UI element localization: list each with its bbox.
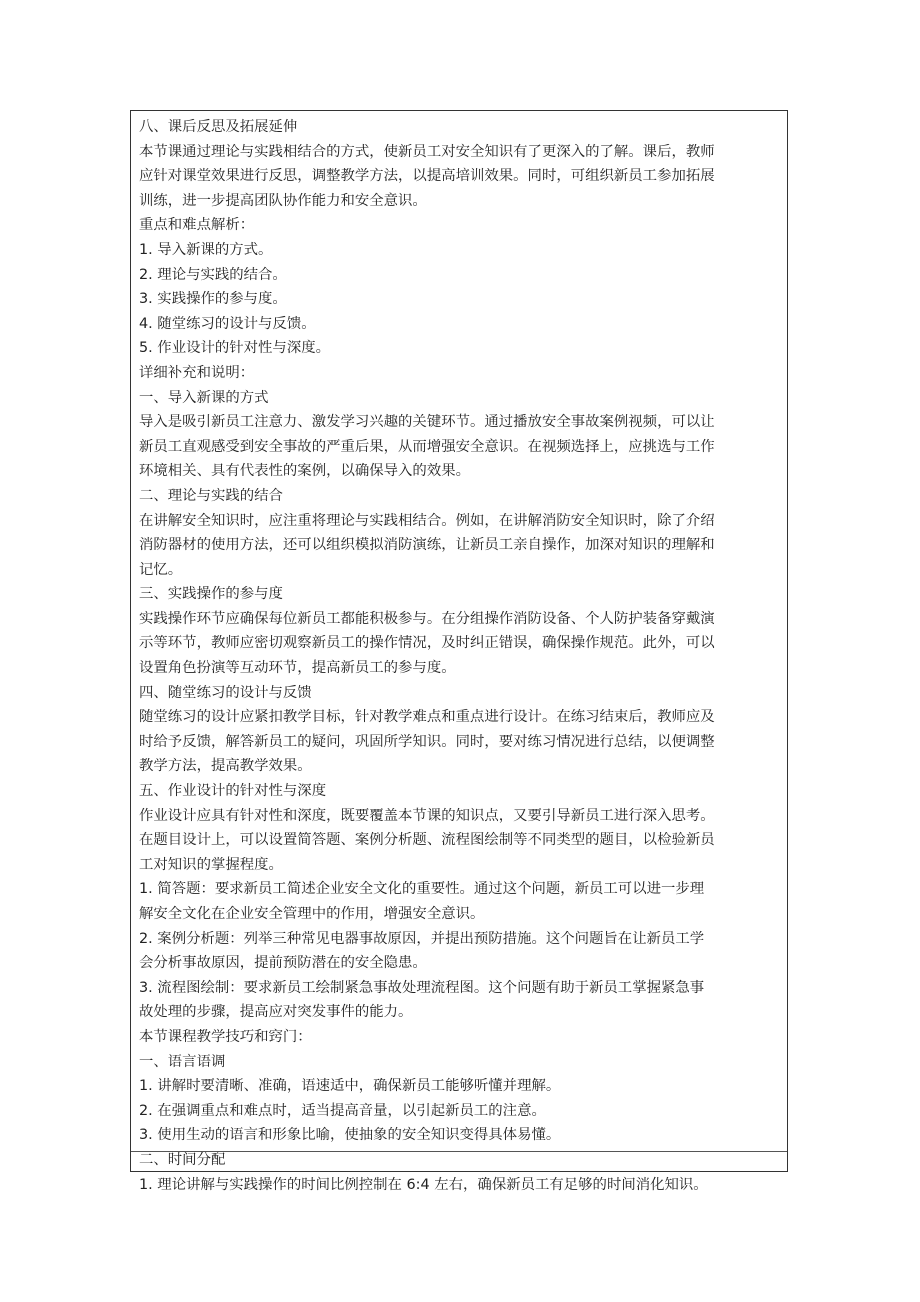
text-line: 一、语言语调 [139, 1053, 226, 1070]
text-line: 导入是吸引新员工注意力、激发学习兴趣的关键环节。通过播放安全事故案例视频，可以让 [139, 414, 715, 431]
text-line: 时给予反馈，解答新员工的疑问，巩固所学知识。同时，要对练习情况进行总结，以便调整 [139, 733, 715, 750]
text-line: 五、作业设计的针对性与深度 [139, 783, 327, 800]
text-line: 1. 导入新课的方式。 [139, 241, 273, 258]
text-line: 教学方法，提高教学效果。 [139, 758, 312, 775]
document-table-cell [130, 110, 788, 1193]
text-line: 重点和难点解析： [139, 217, 255, 234]
text-line: 四、随堂练习的设计与反馈 [139, 684, 312, 701]
text-line: 1. 简答题：要求新员工简述企业安全文化的重要性。通过这个问题，新员工可以进一步理 [139, 881, 705, 898]
text-line: 随堂练习的设计应紧扣教学目标，针对教学难点和重点进行设计。在练习结束后，教师应及 [139, 709, 715, 726]
text-line: 2. 案例分析题：列举三种常见电器事故原因，并提出预防措施。这个问题旨在让新员工学 [139, 930, 705, 947]
text-line: 二、理论与实践的结合 [139, 487, 283, 504]
row-divider [131, 1151, 787, 1152]
text-line: 详细补充和说明： [139, 364, 255, 381]
text-line: 应针对课堂效果进行反思，调整教学方法，以提高培训效果。同时，可组织新员工参加拓展 [139, 168, 715, 185]
text-line: 二、时间分配 [139, 1151, 226, 1168]
text-line: 5. 作业设计的针对性与深度。 [139, 340, 330, 357]
text-line: 3. 流程图绘制：要求新员工绘制紧急事故处理流程图。这个问题有助于新员工掌握紧急事 [139, 979, 705, 996]
text-line: 记忆。 [139, 561, 183, 578]
text-line: 实践操作环节应确保每位新员工都能积极参与。在分组操作消防设备、个人防护装备穿戴演 [139, 610, 715, 627]
text-line: 设置角色扮演等互动环节，提高新员工的参与度。 [139, 660, 456, 677]
text-line: 环境相关、具有代表性的案例，以确保导入的效果。 [139, 463, 470, 480]
text-line: 3. 使用生动的语言和形象比喻，使抽象的安全知识变得具体易懂。 [139, 1127, 561, 1144]
text-line: 示等环节，教师应密切观察新员工的操作情况，及时纠正错误，确保操作规范。此外，可以 [139, 635, 715, 652]
document-body [139, 115, 783, 1197]
text-line: 会分析事故原因，提前预防潜在的安全隐患。 [139, 955, 427, 972]
text-line: 3. 实践操作的参与度。 [139, 291, 287, 308]
text-line: 2. 理论与实践的结合。 [139, 266, 287, 283]
text-line: 工对知识的掌握程度。 [139, 856, 283, 873]
text-line: 一、导入新课的方式 [139, 389, 269, 406]
text-line: 解安全文化在企业安全管理中的作用，增强安全意识。 [139, 906, 485, 922]
text-line: 新员工直观感受到安全事故的严重后果，从而增强安全意识。在视频选择上，应挑选与工作 [139, 438, 715, 455]
text-line: 在题目设计上，可以设置简答题、案例分析题、流程图绘制等不同类型的题目，以检验新员 [139, 832, 715, 849]
text-line: 在讲解安全知识时，应注重将理论与实践相结合。例如，在讲解消防安全知识时，除了介绍 [139, 512, 715, 529]
text-line: 训练，进一步提高团队协作能力和安全意识。 [139, 192, 427, 209]
text-line: 2. 在强调重点和难点时，适当提高音量，以引起新员工的注意。 [139, 1102, 546, 1119]
text-line: 作业设计应具有针对性和深度，既要覆盖本节课的知识点，又要引导新员工进行深入思考。 [139, 807, 715, 824]
text-line: 消防器材的使用方法，还可以组织模拟消防演练，让新员工亲自操作，加深对知识的理解和 [139, 537, 715, 554]
text-line: 三、实践操作的参与度 [139, 586, 283, 603]
text-line: 1. 理论讲解与实践操作的时间比例控制在 6:4 左右，确保新员工有足够的时间消化知识。 [139, 1176, 708, 1193]
text-line: 4. 随堂练习的设计与反馈。 [139, 315, 316, 332]
text-line: 故处理的步骤，提高应对突发事件的能力。 [139, 1004, 413, 1021]
text-line: 本节课程教学技巧和窍门： [139, 1028, 312, 1045]
text-line: 本节课通过理论与实践相结合的方式，使新员工对安全知识有了更深入的了解。课后，教师 [139, 143, 715, 160]
text-line: 1. 讲解时要清晰、准确，语速适中，确保新员工能够听懂并理解。 [139, 1078, 561, 1095]
text-line: 八、课后反思及拓展延伸 [139, 119, 298, 135]
